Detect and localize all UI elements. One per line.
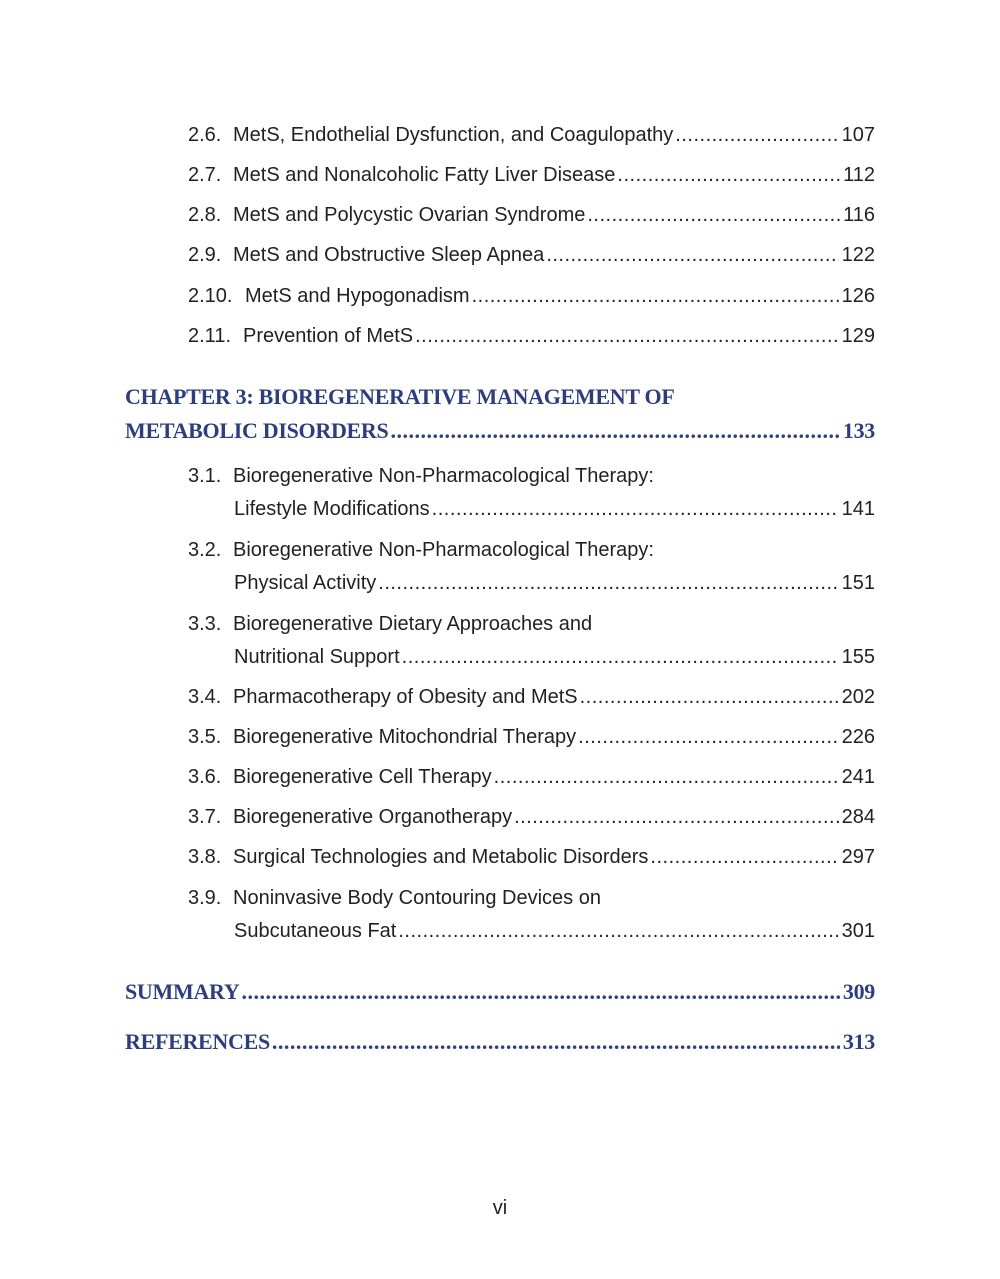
entry-page-number: 133: [842, 418, 875, 443]
entry-title: Prevention of MetS: [243, 325, 414, 347]
dot-leader: [675, 124, 838, 147]
dot-leader: [415, 325, 839, 348]
entry-number: 3.5.: [188, 726, 222, 748]
entry-page-number: 151: [841, 572, 875, 594]
entry-title: Physical Activity: [234, 572, 377, 594]
dot-leader: [432, 498, 839, 521]
entry-number: 3.8.: [188, 846, 222, 868]
entry-page-number: 202: [841, 686, 875, 708]
entry-title-line1: Bioregenerative Dietary Approaches and: [233, 613, 593, 635]
entry-title: Bioregenerative Cell Therapy: [233, 766, 492, 788]
toc-entry-2-7[interactable]: [188, 164, 875, 187]
entry-title: MetS, Endothelial Dysfunction, and Coagulopathy: [233, 124, 674, 146]
toc-entry-3-2[interactable]: [234, 572, 875, 595]
toc-entry-references[interactable]: [125, 1029, 875, 1055]
dot-leader: [241, 979, 839, 1005]
toc-entry-2-6[interactable]: [188, 124, 875, 147]
entry-title-line1: Noninvasive Body Contouring Devices on: [233, 887, 601, 909]
toc-entry-3-9[interactable]: [234, 920, 875, 943]
toc-entry-3-8[interactable]: [188, 846, 875, 869]
entry-page-number: 112: [843, 164, 875, 186]
summary-heading: SUMMARY: [125, 979, 240, 1004]
entry-number: 2.10.: [188, 285, 233, 307]
dot-leader: [546, 244, 838, 267]
dot-leader: [514, 806, 839, 829]
dot-leader: [587, 204, 840, 227]
entry-page-number: 241: [841, 766, 875, 788]
entry-title-line1: Bioregenerative Non-Pharmacological Therapy:: [233, 539, 654, 561]
entry-number: 3.7.: [188, 806, 222, 828]
entry-page-number: 309: [842, 979, 875, 1004]
toc-entry-2-10[interactable]: [188, 285, 875, 308]
dot-leader: [272, 1029, 840, 1055]
entry-page-number: 313: [842, 1029, 875, 1054]
dot-leader: [650, 846, 838, 869]
dot-leader: [580, 686, 839, 709]
entry-page-number: 226: [841, 726, 875, 748]
chapter-3-heading-line1: CHAPTER 3: BIOREGENERATIVE MANAGEMENT OF: [125, 384, 675, 409]
entry-title: Bioregenerative Mitochondrial Therapy: [233, 726, 577, 748]
toc-entry-2-8[interactable]: [188, 204, 875, 227]
toc-entry-3-3[interactable]: [234, 646, 875, 669]
entry-page-number: 126: [841, 285, 875, 307]
entry-title: Pharmacotherapy of Obesity and MetS: [233, 686, 578, 708]
entry-number: 3.2.: [188, 539, 222, 561]
toc-entry-2-9[interactable]: [188, 244, 875, 267]
entry-title: Lifestyle Modifications: [234, 498, 430, 520]
entry-page-number: 155: [841, 646, 875, 668]
toc-entry-3-9-line1: [188, 887, 601, 910]
toc-entry-3-3-line1: [188, 613, 592, 636]
toc-entry-summary[interactable]: [125, 979, 875, 1005]
toc-entry-3-4[interactable]: [188, 686, 875, 709]
dot-leader: [494, 766, 839, 789]
entry-title: MetS and Obstructive Sleep Apnea: [233, 244, 545, 266]
entry-number: 2.11.: [188, 325, 231, 347]
toc-entry-3-5[interactable]: [188, 726, 875, 749]
entry-number: 3.3.: [188, 613, 222, 635]
toc-entry-chapter-3[interactable]: [125, 418, 875, 444]
entry-page-number: 129: [841, 325, 875, 347]
dot-leader: [402, 646, 839, 669]
dot-leader: [378, 572, 838, 595]
entry-page-number: 284: [841, 806, 875, 828]
entry-page-number: 122: [841, 244, 875, 266]
toc-entry-2-11[interactable]: [188, 325, 875, 348]
entry-number: 2.7.: [188, 164, 222, 186]
toc-entry-3-7[interactable]: [188, 806, 875, 829]
toc-entry-3-6[interactable]: [188, 766, 875, 789]
entry-page-number: 141: [841, 498, 875, 520]
entry-page-number: 297: [841, 846, 875, 868]
entry-title: Subcutaneous Fat: [234, 920, 397, 942]
entry-page-number: 116: [843, 204, 875, 226]
entry-number: 3.6.: [188, 766, 222, 788]
dot-leader: [472, 285, 839, 308]
entry-page-number: 107: [841, 124, 875, 146]
entry-number: 3.9.: [188, 887, 222, 909]
entry-title: MetS and Hypogonadism: [245, 285, 470, 307]
entry-number: 2.9.: [188, 244, 222, 266]
page-number-footer: vi: [492, 1197, 508, 1219]
entry-number: 3.1.: [188, 465, 222, 487]
references-heading: REFERENCES: [125, 1029, 270, 1054]
entry-title: Bioregenerative Organotherapy: [233, 806, 513, 828]
dot-leader: [578, 726, 838, 749]
entry-title: Nutritional Support: [234, 646, 400, 668]
entry-number: 3.4.: [188, 686, 222, 708]
dot-leader: [390, 418, 839, 444]
toc-entry-3-1-line1: [188, 465, 654, 488]
toc-entry-3-2-line1: [188, 539, 654, 562]
dot-leader: [617, 164, 840, 187]
dot-leader: [398, 920, 838, 943]
entry-number: 2.8.: [188, 204, 222, 226]
entry-title: MetS and Polycystic Ovarian Syndrome: [233, 204, 586, 226]
entry-title: Surgical Technologies and Metabolic Disorders: [233, 846, 649, 868]
entry-page-number: 301: [841, 920, 875, 942]
entry-number: 2.6.: [188, 124, 222, 146]
chapter-3-heading-line2: METABOLIC DISORDERS: [125, 418, 389, 443]
entry-title-line1: Bioregenerative Non-Pharmacological Therapy:: [233, 465, 654, 487]
toc-entry-3-1[interactable]: [234, 498, 875, 521]
entry-title: MetS and Nonalcoholic Fatty Liver Disease: [233, 164, 616, 186]
